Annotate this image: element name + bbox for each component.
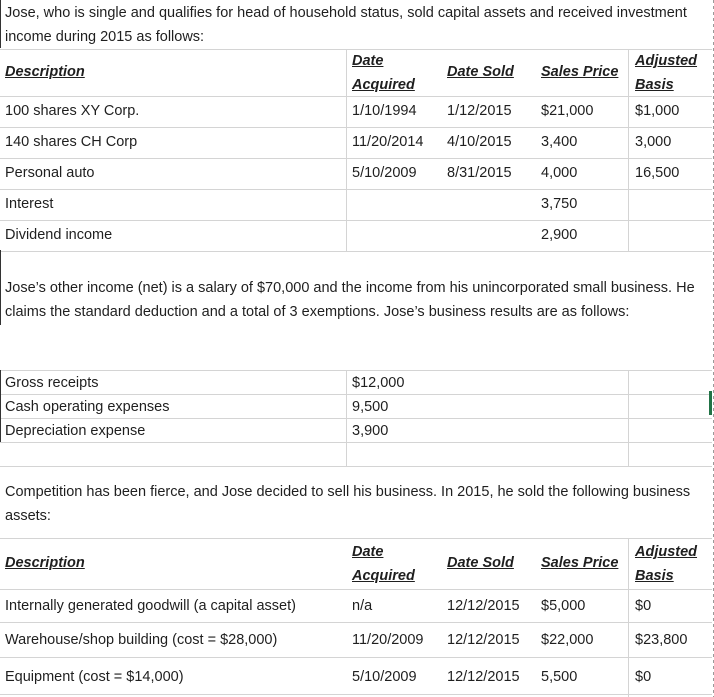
t2-cell-acquired: 11/20/2009 [352, 632, 424, 648]
t1-cell-basis: $1,000 [635, 103, 680, 119]
t2-cell-acquired: n/a [352, 598, 373, 614]
t1-cell-price: 3,400 [541, 134, 578, 150]
t2-header-date-acquired-1: Date [352, 544, 384, 560]
t1-cell-description: Interest [5, 196, 54, 212]
business-label: Gross receipts [5, 375, 99, 391]
t2-cell-description: Internally generated goodwill (a capital asset) [5, 598, 296, 614]
business-label: Depreciation expense [5, 423, 146, 439]
t1-cell-basis: 16,500 [635, 165, 680, 181]
competition-paragraph: Competition has been fierce, and Jose decided to sell his business. In 2015, he sold the following business assets: [5, 484, 691, 524]
t1-cell-price: 4,000 [541, 165, 578, 181]
t1-cell-description: 140 shares CH Corp [5, 134, 138, 150]
t1-header-adjusted-basis-2: Basis [635, 77, 674, 93]
intro-paragraph: Jose, who is single and qualifies for head of household status, sold capital assets and received investment income during 2015 as follows: [5, 5, 687, 45]
t2-header-description: Description [5, 555, 85, 571]
business-value: 9,500 [352, 399, 389, 415]
t1-header-date-acquired-2: Acquired [352, 77, 415, 93]
t2-header-adjusted-basis-2: Basis [635, 568, 674, 584]
t1-header-adjusted-basis-1: Adjusted [635, 53, 698, 69]
t2-header-date-sold: Date Sold [447, 555, 514, 571]
t1-header-date-sold: Date Sold [447, 64, 514, 80]
t1-cell-sold: 1/12/2015 [447, 103, 512, 119]
other-income-paragraph: Jose’s other income (net) is a salary of $70,000 and the income from his unincorporated small business. He claims the standard deduction and a total of 3 exemptions. Jose’s business results are as follows: [5, 280, 695, 320]
t1-header-sales-price: Sales Price [541, 64, 619, 80]
business-label: Cash operating expenses [5, 399, 170, 415]
t2-cell-acquired: 5/10/2009 [352, 669, 417, 685]
t1-cell-description: 100 shares XY Corp. [5, 103, 140, 119]
t1-cell-description: Personal auto [5, 165, 95, 181]
t1-cell-acquired: 5/10/2009 [352, 165, 417, 181]
t2-cell-basis: $0 [635, 669, 652, 685]
selected-cell-border [709, 391, 712, 415]
t1-cell-price: $21,000 [541, 103, 594, 119]
t2-cell-sold: 12/12/2015 [447, 598, 520, 614]
t1-header-date-acquired-1: Date [352, 53, 384, 69]
t1-cell-sold: 8/31/2015 [447, 165, 512, 181]
t1-cell-description: Dividend income [5, 227, 113, 243]
t2-header-adjusted-basis-1: Adjusted [635, 544, 698, 560]
t2-cell-sold: 12/12/2015 [447, 669, 520, 685]
t2-cell-basis: $0 [635, 598, 652, 614]
business-value: $12,000 [352, 375, 405, 391]
t2-cell-basis: $23,800 [635, 632, 688, 648]
t2-cell-description: Warehouse/shop building (cost = $28,000) [5, 632, 278, 648]
t1-cell-price: 2,900 [541, 227, 578, 243]
t1-cell-price: 3,750 [541, 196, 578, 212]
t1-cell-sold: 4/10/2015 [447, 134, 512, 150]
t1-header-description: Description [5, 64, 85, 80]
t2-cell-price: $5,000 [541, 598, 586, 614]
t1-cell-basis: 3,000 [635, 134, 672, 150]
business-value: 3,900 [352, 423, 389, 439]
t2-header-sales-price: Sales Price [541, 555, 619, 571]
t2-header-date-acquired-2: Acquired [352, 568, 415, 584]
t2-cell-price: 5,500 [541, 669, 578, 685]
t2-cell-description: Equipment (cost = $14,000) [5, 669, 184, 685]
t1-cell-acquired: 1/10/1994 [352, 103, 417, 119]
t2-cell-sold: 12/12/2015 [447, 632, 520, 648]
t2-cell-price: $22,000 [541, 632, 594, 648]
t1-cell-acquired: 11/20/2014 [352, 134, 424, 150]
